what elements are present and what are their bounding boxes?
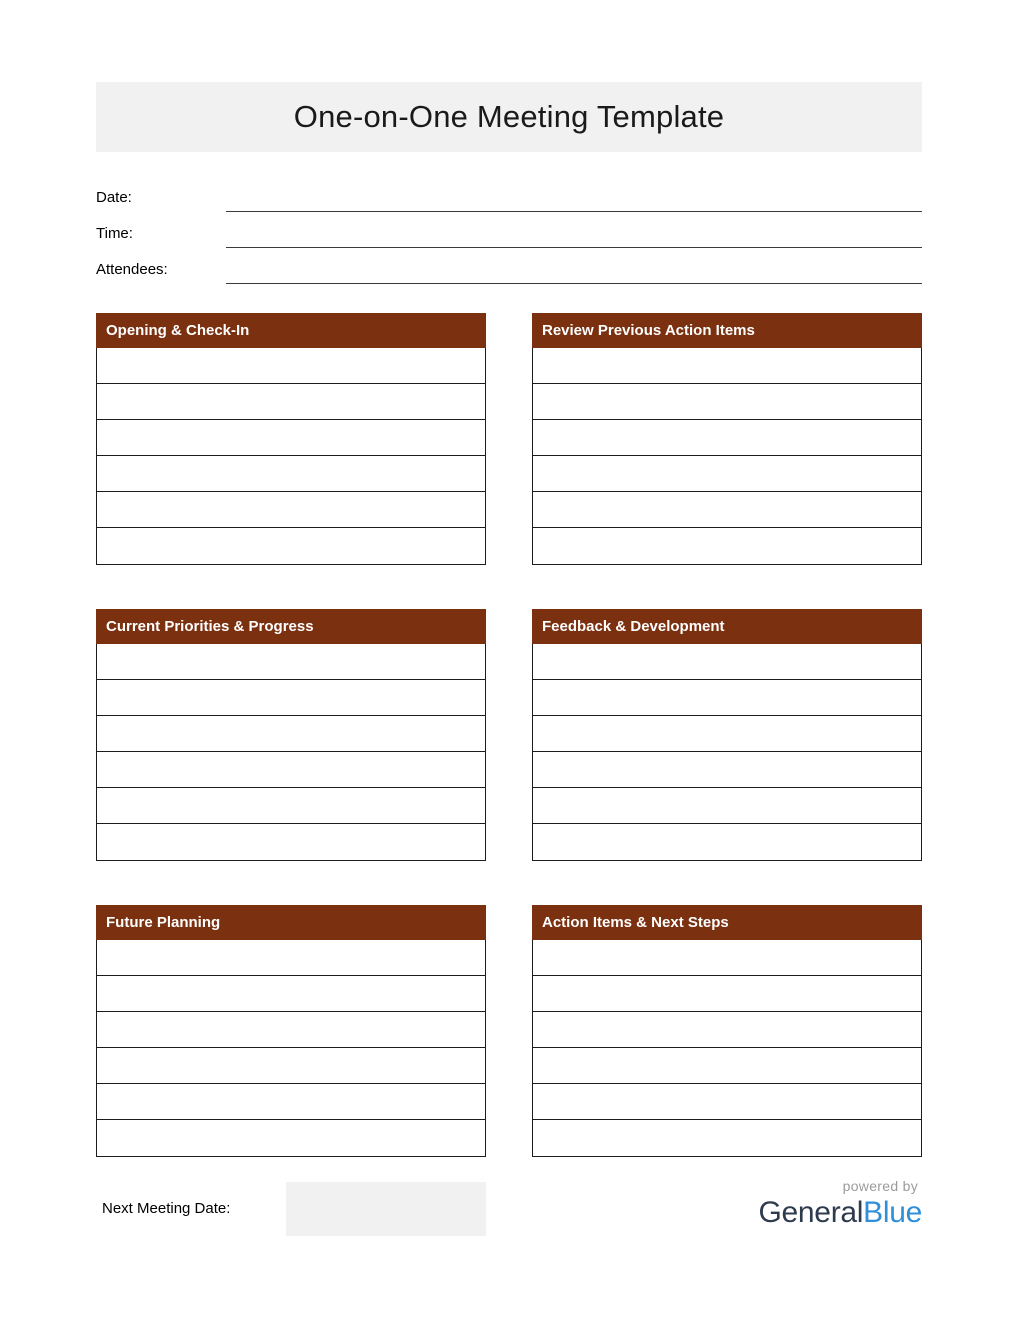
section-line[interactable]: [97, 456, 485, 492]
section-line[interactable]: [533, 1048, 921, 1084]
section-line[interactable]: [533, 976, 921, 1012]
section-line[interactable]: [533, 680, 921, 716]
attendees-input[interactable]: [226, 248, 922, 284]
section-line[interactable]: [533, 384, 921, 420]
brand-name-blue: Blue: [863, 1196, 922, 1229]
title-banner: [96, 82, 922, 152]
section-body: [532, 348, 922, 565]
sections-grid: [96, 313, 922, 1201]
section-line[interactable]: [97, 1048, 485, 1084]
section-title: Current Priorities & Progress: [96, 609, 486, 644]
section-line[interactable]: [533, 644, 921, 680]
section-feedback-development: [532, 609, 922, 861]
section-line[interactable]: [533, 1084, 921, 1120]
date-value: [226, 176, 922, 211]
brand-name-general: General: [758, 1196, 864, 1229]
section-line[interactable]: [97, 752, 485, 788]
section-action-items-next-steps: [532, 905, 922, 1157]
section-line[interactable]: [97, 644, 485, 680]
section-line[interactable]: [97, 976, 485, 1012]
sections-row-1: [96, 313, 922, 565]
section-line[interactable]: [97, 492, 485, 528]
brand-logo: [722, 1178, 922, 1230]
section-body: [532, 644, 922, 861]
section-opening-check-in: [96, 313, 486, 565]
section-review-previous-action-items: [532, 313, 922, 565]
section-line[interactable]: [533, 824, 921, 860]
section-line[interactable]: [97, 384, 485, 420]
section-line[interactable]: [97, 824, 485, 860]
section-line[interactable]: [97, 348, 485, 384]
section-line[interactable]: [97, 1084, 485, 1120]
section-line[interactable]: [533, 752, 921, 788]
powered-by-label: powered by: [842, 1178, 918, 1194]
sections-row-3: [96, 905, 922, 1157]
section-line[interactable]: [533, 420, 921, 456]
section-line[interactable]: [97, 716, 485, 752]
section-current-priorities-progress: [96, 609, 486, 861]
section-title: Opening & Check-In: [96, 313, 486, 348]
time-label: Time:: [96, 225, 133, 242]
attendees-label: Attendees:: [96, 261, 168, 278]
meta-row-date: [96, 176, 922, 212]
page-title: One-on-One Meeting Template: [293, 99, 725, 134]
section-line[interactable]: [533, 940, 921, 976]
next-meeting-date-input[interactable]: [286, 1182, 486, 1236]
section-line[interactable]: [97, 1120, 485, 1156]
section-title: Review Previous Action Items: [532, 313, 922, 348]
date-input[interactable]: [226, 176, 922, 212]
section-line[interactable]: [533, 716, 921, 752]
time-value: [226, 212, 922, 247]
section-line[interactable]: [97, 528, 485, 564]
section-line[interactable]: [97, 940, 485, 976]
date-label: Date:: [96, 189, 132, 206]
section-title: Feedback & Development: [532, 609, 922, 644]
section-line[interactable]: [97, 680, 485, 716]
section-body: [532, 940, 922, 1157]
section-body: [96, 348, 486, 565]
section-title: Action Items & Next Steps: [532, 905, 922, 940]
meta-fields: [96, 176, 922, 284]
brand-name: [722, 1196, 922, 1230]
section-title: Future Planning: [96, 905, 486, 940]
meta-row-time: [96, 212, 922, 248]
time-input[interactable]: [226, 212, 922, 248]
document-footer: [96, 1178, 922, 1240]
section-line[interactable]: [533, 456, 921, 492]
section-line[interactable]: [533, 1012, 921, 1048]
section-body: [96, 644, 486, 861]
section-line[interactable]: [533, 492, 921, 528]
section-line[interactable]: [533, 788, 921, 824]
section-line[interactable]: [533, 348, 921, 384]
section-line[interactable]: [533, 528, 921, 564]
section-line[interactable]: [533, 1120, 921, 1156]
sections-row-2: [96, 609, 922, 861]
meta-row-attendees: [96, 248, 922, 284]
section-line[interactable]: [97, 788, 485, 824]
attendees-value: [226, 248, 922, 283]
section-body: [96, 940, 486, 1157]
section-line[interactable]: [97, 1012, 485, 1048]
next-meeting-date-label: Next Meeting Date:: [102, 1200, 231, 1217]
section-future-planning: [96, 905, 486, 1157]
section-line[interactable]: [97, 420, 485, 456]
